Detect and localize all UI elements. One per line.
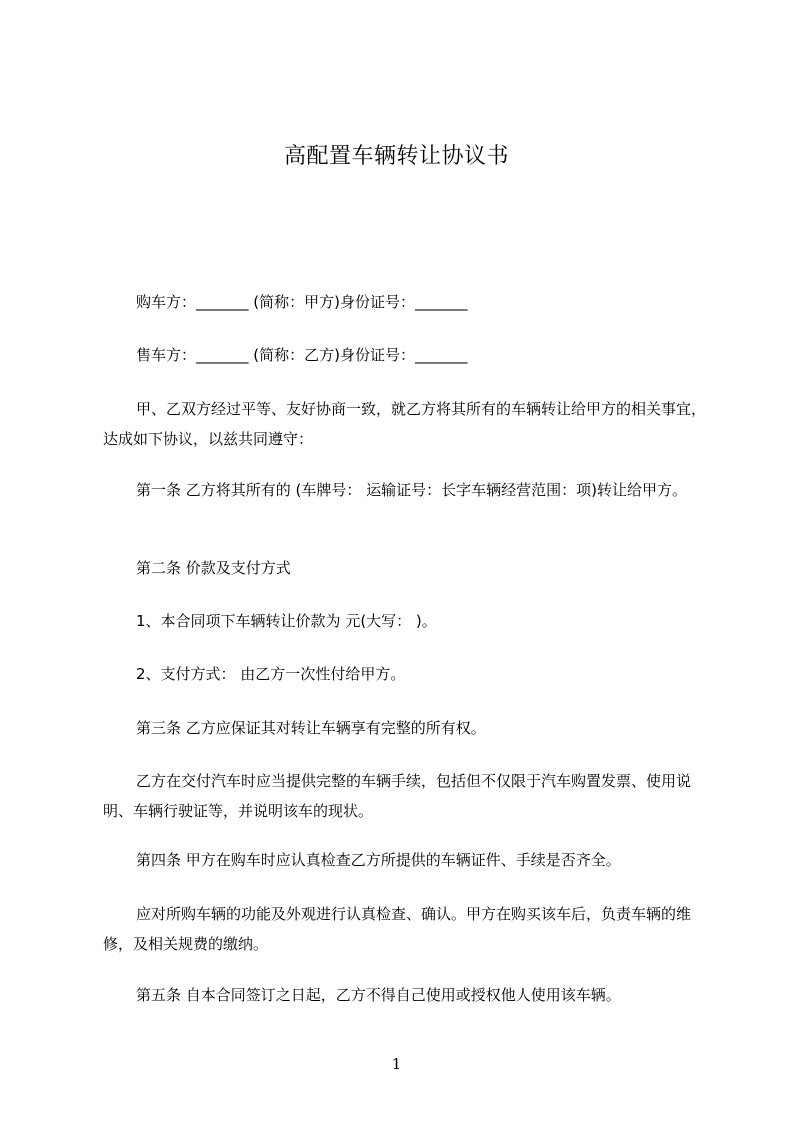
document-title: 高配置车辆转让协议书 bbox=[283, 144, 509, 169]
article-3: 第三条 乙方应保证其对转让车辆享有完整的所有权。 bbox=[136, 719, 486, 737]
seller-line: 售车方：_______ (简称：乙方)身份证号：_______ bbox=[136, 346, 468, 364]
article-2-item-1: 1、本合同项下车辆转让价款为 元(大写： )。 bbox=[136, 612, 437, 630]
intro-paragraph: 甲、乙双方经过平等、友好协商一致，就乙方将其所有的车辆转让给甲方的相关事宜，达成如下协议，以兹共同遵守： bbox=[103, 400, 707, 448]
article-5: 第五条 自本合同签订之日起，乙方不得自己使用或授权他人使用该车辆。 bbox=[136, 986, 621, 1004]
article-1: 第一条 乙方将其所有的 (车牌号： 运输证号：长字车辆经营范围：项)转让给甲方。 bbox=[136, 481, 688, 499]
article-4-detail: 应对所购车辆的功能及外观进行认真检查、确认。甲方在购买该车后，负责车辆的维修，及相关规费的缴纳。 bbox=[103, 905, 692, 953]
page-number: 1 bbox=[391, 1055, 402, 1073]
article-2-heading: 第二条 价款及支付方式 bbox=[136, 559, 291, 577]
buyer-line: 购车方：_______ (简称：甲方)身份证号：_______ bbox=[136, 293, 468, 311]
article-3-detail: 乙方在交付汽车时应当提供完整的车辆手续，包括但不仅限于汽车购置发票、使用说明、车辆行驶证等，并说明该车的现状。 bbox=[103, 772, 692, 820]
article-2-item-2: 2、支付方式： 由乙方一次性付给甲方。 bbox=[136, 665, 406, 683]
article-4: 第四条 甲方在购车时应认真检查乙方所提供的车辆证件、手续是否齐全。 bbox=[136, 851, 621, 869]
